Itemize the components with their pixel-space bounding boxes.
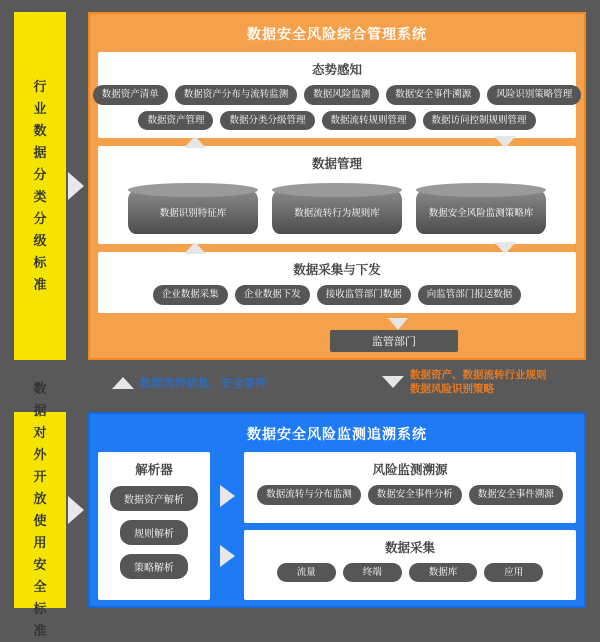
- legend-upward-flow: [112, 375, 267, 391]
- data-collection-box: [98, 252, 576, 313]
- chip-risk-policy-management[interactable]: 风险识别策略管理: [487, 85, 581, 105]
- arrow-right-icon: [68, 496, 84, 524]
- situation-awareness-row-2: [106, 111, 568, 131]
- chip-database[interactable]: 数据库: [409, 563, 478, 583]
- arrow-right-icon: [220, 545, 235, 567]
- arrow-up-icon: [112, 377, 134, 389]
- chip-policy-parse[interactable]: 策略解析: [120, 554, 188, 579]
- chip-traffic[interactable]: 流量: [277, 563, 336, 583]
- situation-awareness-box: [98, 52, 576, 138]
- data-acquisition-box: [244, 530, 576, 601]
- data-management-cylinders: [106, 179, 568, 236]
- chip-security-event-analysis[interactable]: 数据安全事件分析: [368, 485, 462, 505]
- monitor-column: [244, 452, 576, 600]
- legend-upward-label: 数据流转信息、安全事件: [140, 378, 267, 390]
- arrow-down-icon: [388, 318, 408, 330]
- bottom-system-panel: [88, 412, 586, 608]
- arrow-right-icon: [68, 172, 84, 200]
- situation-awareness-row-1: [101, 85, 573, 105]
- legend-downward-label-2: 数据风险识别策略: [410, 383, 494, 395]
- chip-security-event-trace[interactable]: 数据安全事件溯源: [386, 85, 480, 105]
- situation-awareness-title: 态势感知: [311, 63, 362, 77]
- chip-enterprise-dispatch[interactable]: 企业数据下发: [235, 285, 310, 305]
- data-acquisition-title: 数据采集: [384, 540, 435, 555]
- external-standard-bar: [14, 381, 66, 638]
- cylinder-flow-rule-library[interactable]: 数据流转行为规则库: [272, 190, 402, 234]
- risk-monitor-row: [252, 485, 568, 505]
- regulator-node[interactable]: [330, 330, 458, 352]
- legend-downward-label-1: 数据资产、数据流转行业规则: [410, 369, 547, 381]
- parser-title: 解析器: [135, 463, 173, 477]
- industry-standard-bar: [14, 12, 66, 360]
- chip-flow-rule-management[interactable]: 数据流转规则管理: [322, 111, 416, 131]
- chip-data-asset-list[interactable]: 数据资产清单: [93, 85, 168, 105]
- risk-monitor-box: [244, 452, 576, 523]
- data-collection-row: [106, 285, 568, 305]
- chip-receive-regulator-data[interactable]: 接收监管部门数据: [317, 285, 411, 305]
- chip-data-asset-management[interactable]: 数据资产管理: [138, 111, 213, 131]
- industry-standard-label: 行业数据分类分级标准: [33, 79, 47, 292]
- top-panel-title: 数据安全风险综合管理系统: [247, 26, 427, 42]
- data-collection-title: 数据采集与下发: [293, 263, 381, 277]
- cylinder-risk-policy-library[interactable]: 数据安全风险监测策略库: [416, 190, 546, 234]
- external-standard-label: 数据对外开放使用安全标准: [33, 381, 47, 638]
- risk-monitor-title: 风险监测溯源: [372, 463, 448, 477]
- chip-classification-management[interactable]: 数据分类分级管理: [220, 111, 314, 131]
- chip-report-to-regulator[interactable]: 向监管部门报送数据: [418, 285, 522, 305]
- chip-access-control-rule-management[interactable]: 数据访问控制规则管理: [423, 111, 536, 131]
- cylinder-feature-library[interactable]: 数据识别特征库: [128, 190, 258, 234]
- top-system-panel: [88, 12, 586, 360]
- chip-flow-distribution-monitor[interactable]: 数据流转与分布监测: [257, 485, 361, 505]
- parser-box: [98, 452, 210, 600]
- data-management-box: [98, 146, 576, 244]
- chip-enterprise-collect[interactable]: 企业数据采集: [153, 285, 228, 305]
- chip-security-event-tracing[interactable]: 数据安全事件溯源: [469, 485, 563, 505]
- chip-application[interactable]: 应用: [484, 563, 543, 583]
- arrow-up-icon: [184, 136, 206, 148]
- data-management-title: 数据管理: [311, 157, 362, 171]
- bottom-columns: [98, 452, 576, 600]
- data-acquisition-row: [252, 563, 568, 583]
- chip-rule-parse[interactable]: 规则解析: [120, 520, 188, 545]
- arrow-down-icon: [494, 136, 516, 148]
- arrow-down-icon: [494, 242, 516, 254]
- legend-downward-flow: [382, 368, 547, 396]
- chip-data-risk-monitor[interactable]: 数据风险监测: [304, 85, 379, 105]
- chip-asset-distribution-monitor[interactable]: 数据资产分布与流转监测: [175, 85, 298, 105]
- regulator-label: 监管部门: [372, 336, 416, 348]
- arrow-right-icon: [220, 485, 235, 507]
- parser-arrows: [210, 452, 244, 600]
- chip-asset-parse[interactable]: 数据资产解析: [110, 486, 198, 511]
- bottom-panel-title: 数据安全风险监测追溯系统: [247, 426, 427, 442]
- arrow-up-icon: [184, 242, 206, 254]
- chip-terminal[interactable]: 终端: [343, 563, 402, 583]
- arrow-down-icon: [382, 376, 404, 388]
